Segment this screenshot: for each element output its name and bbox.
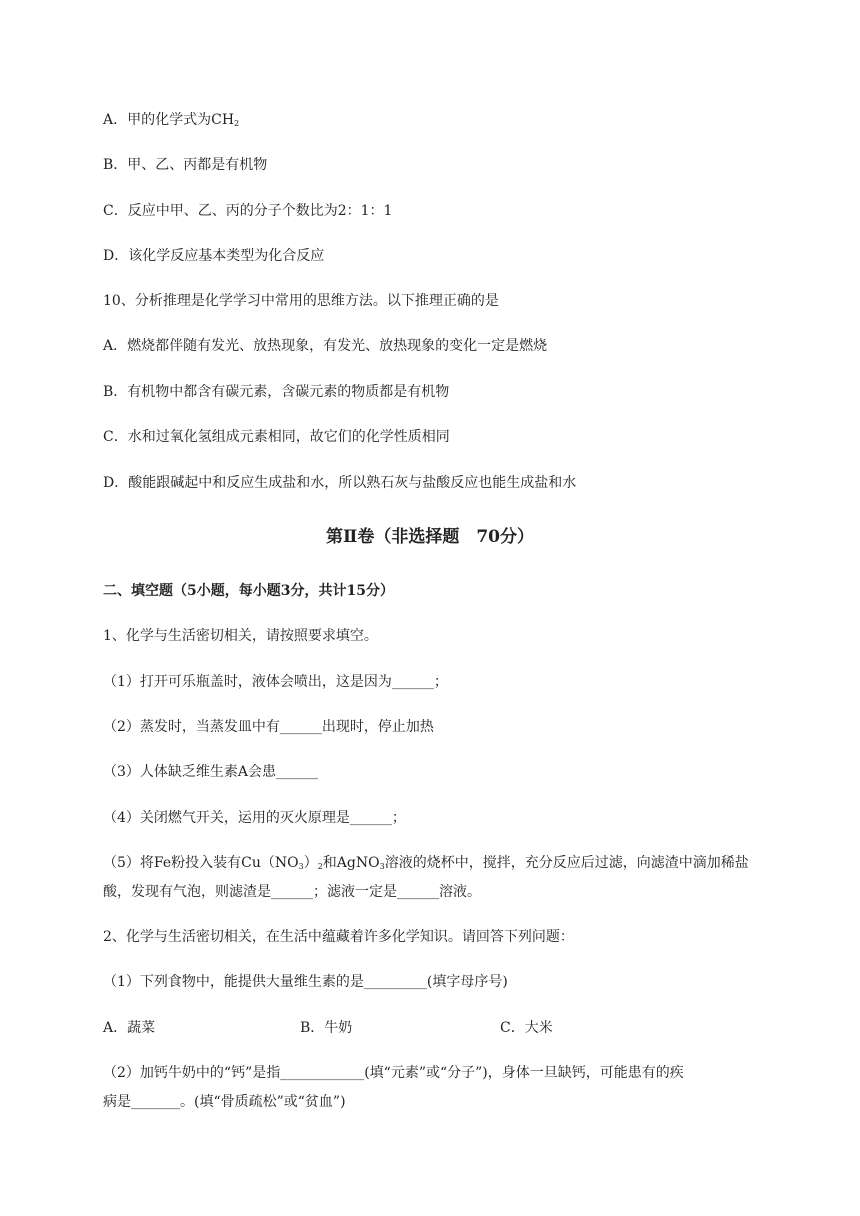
fill-q1-part5-sub3: 3 [379, 862, 385, 871]
q9-option-d: D．该化学反应基本类型为化合反应 [103, 248, 325, 264]
q10-option-c: C．水和过氧化氢组成元素相同，故它们的化学性质相同 [103, 429, 450, 445]
fill-q1-part5-sub1: 3 [298, 862, 304, 871]
q10-option-b: B．有机物中都含有碳元素，含碳元素的物质都是有机物 [103, 384, 450, 400]
fill-q2-option-a: A．蔬菜 [103, 1020, 156, 1036]
fill-q2-part1: （1）下列食物中，能提供大量维生素的是_________(填字母序号) [103, 974, 508, 990]
q10-stem: 10、分析推理是化学学习中常用的思维方法。以下推理正确的是 [103, 293, 499, 309]
q10-option-a: A．燃烧都伴随有发光、放热现象，有发光、放热现象的变化一定是燃烧 [103, 338, 548, 354]
q9-option-a-text: A．甲的化学式为CH [103, 112, 235, 128]
section2-heading: 二、填空题（5小题，每小题3分，共计15分） [103, 583, 394, 599]
fill-q1-part5-sub2: 2 [317, 862, 323, 871]
fill-q1-part5-line2: 酸，发现有气泡，则滤渣是______；滤液一定是______溶液。 [103, 884, 481, 900]
fill-q1-stem: 1、化学与生活密切相关，请按照要求填空。 [103, 628, 378, 644]
fill-q1-part5-line1 [103, 853, 749, 877]
q9-option-a-subscript: 2 [234, 119, 240, 128]
fill-q2-option-c: C．大米 [500, 1020, 553, 1036]
fill-q2-options-row [103, 1018, 553, 1038]
fill-q1-part3: （3）人体缺乏维生素A会患______ [103, 764, 319, 780]
fill-q1-part4: （4）关闭燃气开关，运用的灭火原理是______； [103, 810, 406, 826]
q9-option-a [103, 110, 239, 134]
fill-q1-part5-seg-d: 溶液的烧杯中，搅拌，充分反应后过滤，向滤渣中滴加稀盐 [384, 855, 749, 871]
q9-option-b: B．甲、乙、丙都是有机物 [103, 157, 268, 173]
fill-q1-part5-seg-b: ） [303, 855, 318, 871]
fill-q1-part1: （1）打开可乐瓶盖时，液体会喷出，这是因为______； [103, 674, 448, 690]
fill-q1-part5-seg-c: 和AgNO [322, 855, 380, 871]
fill-q2-stem: 2、化学与生活密切相关，在生活中蕴藏着许多化学知识。请回答下列问题： [103, 929, 574, 945]
fill-q2-option-b: B．牛奶 [300, 1020, 353, 1036]
fill-q1-part5-seg-a: （5）将Fe粉投入装有Cu（NO [103, 855, 299, 871]
q9-option-c: C．反应中甲、乙、丙的分子个数比为2：1：1 [103, 203, 393, 219]
fill-q1-part2: （2）蒸发时，当蒸发皿中有______出现时，停止加热 [103, 719, 434, 735]
fill-q2-part2-line1: （2）加钙牛奶中的“钙”是指____________(填“元素”或“分子”)，身体一旦缺钙，可能患有的疾 [103, 1065, 684, 1081]
fill-q2-part2-line2: 病是_______。(填“骨质疏松”或“贫血”) [103, 1094, 346, 1110]
part2-title: 第Ⅱ卷（非选择题 70分） [326, 527, 534, 547]
q10-option-d: D．酸能跟碱起中和反应生成盐和水，所以熟石灰与盐酸反应也能生成盐和水 [103, 475, 577, 491]
